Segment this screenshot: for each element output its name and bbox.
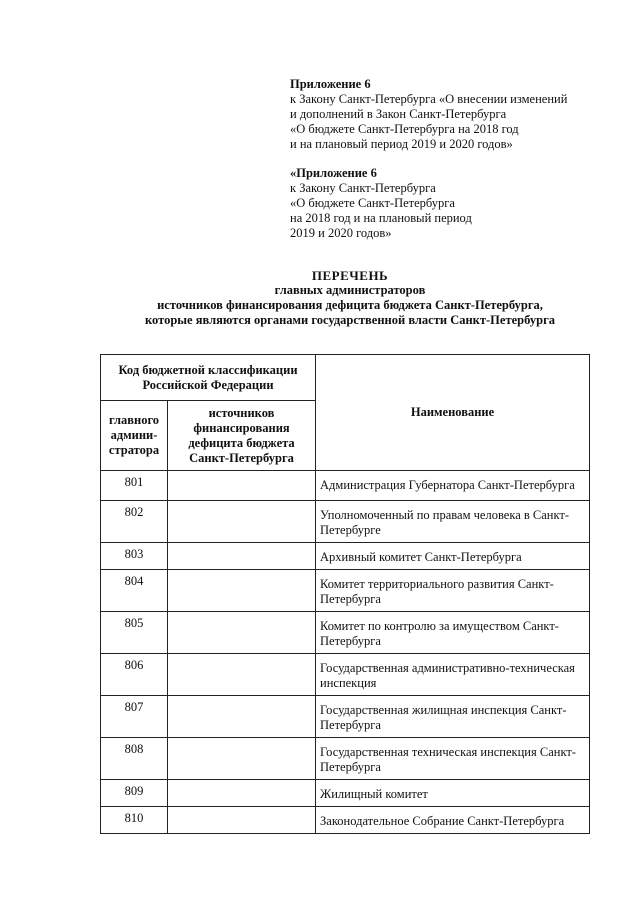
appendix-old-heading: «Приложение 6	[290, 166, 377, 180]
row-code: 801	[101, 471, 168, 501]
row-name: Государственная жилищная инспекция Санкт-Петербурга	[316, 696, 590, 738]
row-code: 808	[101, 738, 168, 780]
title-main: ПЕРЕЧЕНЬ	[311, 268, 389, 283]
row-code: 803	[101, 543, 168, 570]
table-row	[101, 696, 590, 738]
row-code: 807	[101, 696, 168, 738]
appendix-old-line: «О бюджете Санкт-Петербурга	[290, 196, 455, 210]
title-line: которые являются органами государственной власти Санкт-Петербурга	[144, 313, 555, 327]
table-row	[101, 654, 590, 696]
header-financing-source: источников финансирования дефицита бюджета Санкт-Петербурга	[168, 401, 316, 471]
header-classification-code: Код бюджетной классификации Российской Федерации	[101, 355, 316, 401]
row-code: 804	[101, 570, 168, 612]
appendix-new-block	[290, 77, 567, 152]
header-name: Наименование	[316, 355, 590, 471]
row-code: 802	[101, 501, 168, 543]
administrators-table	[100, 354, 590, 834]
row-name: Администрация Губернатора Санкт-Петербурга	[316, 471, 590, 501]
document-title	[60, 268, 640, 328]
title-line: источников финансирования дефицита бюджета Санкт-Петербурга,	[157, 298, 543, 312]
table-row	[101, 501, 590, 543]
row-source	[168, 570, 316, 612]
row-code: 809	[101, 780, 168, 807]
table-row	[101, 612, 590, 654]
row-source	[168, 780, 316, 807]
row-source	[168, 696, 316, 738]
appendix-new-heading: Приложение 6	[290, 77, 371, 91]
row-source	[168, 501, 316, 543]
appendix-old-line: к Закону Санкт-Петербурга	[290, 181, 436, 195]
table-row	[101, 807, 590, 834]
title-line: главных администраторов	[274, 283, 426, 297]
table-row	[101, 780, 590, 807]
appendix-old-line: 2019 и 2020 годов»	[290, 226, 392, 240]
appendix-new-line: и на плановый период 2019 и 2020 годов»	[290, 137, 513, 151]
row-source	[168, 654, 316, 696]
row-name: Жилищный комитет	[316, 780, 590, 807]
row-name: Комитет по контролю за имуществом Санкт-Петербурга	[316, 612, 590, 654]
row-name: Архивный комитет Санкт-Петербурга	[316, 543, 590, 570]
row-code: 810	[101, 807, 168, 834]
row-source	[168, 543, 316, 570]
row-name: Комитет территориального развития Санкт-Петербурга	[316, 570, 590, 612]
appendix-new-line: и дополнений в Закон Санкт-Петербурга	[290, 107, 507, 121]
row-name: Государственная административно-техническая инспекция	[316, 654, 590, 696]
appendix-new-line: «О бюджете Санкт-Петербурга на 2018 год	[290, 122, 519, 136]
table-row	[101, 570, 590, 612]
table-row	[101, 738, 590, 780]
row-name: Государственная техническая инспекция Санкт-Петербурга	[316, 738, 590, 780]
table-row	[101, 543, 590, 570]
appendix-new-line: к Закону Санкт-Петербурга «О внесении изменений	[290, 92, 568, 106]
row-source	[168, 807, 316, 834]
appendix-old-block	[290, 166, 472, 241]
row-name: Уполномоченный по правам человека в Санкт-Петербурге	[316, 501, 590, 543]
header-chief-administrator: главного админи-стратора	[101, 401, 168, 471]
row-source	[168, 612, 316, 654]
table-row	[101, 471, 590, 501]
row-code: 805	[101, 612, 168, 654]
row-name: Законодательное Собрание Санкт-Петербурга	[316, 807, 590, 834]
appendix-old-line: на 2018 год и на плановый период	[290, 211, 472, 225]
row-source	[168, 738, 316, 780]
row-code: 806	[101, 654, 168, 696]
row-source	[168, 471, 316, 501]
